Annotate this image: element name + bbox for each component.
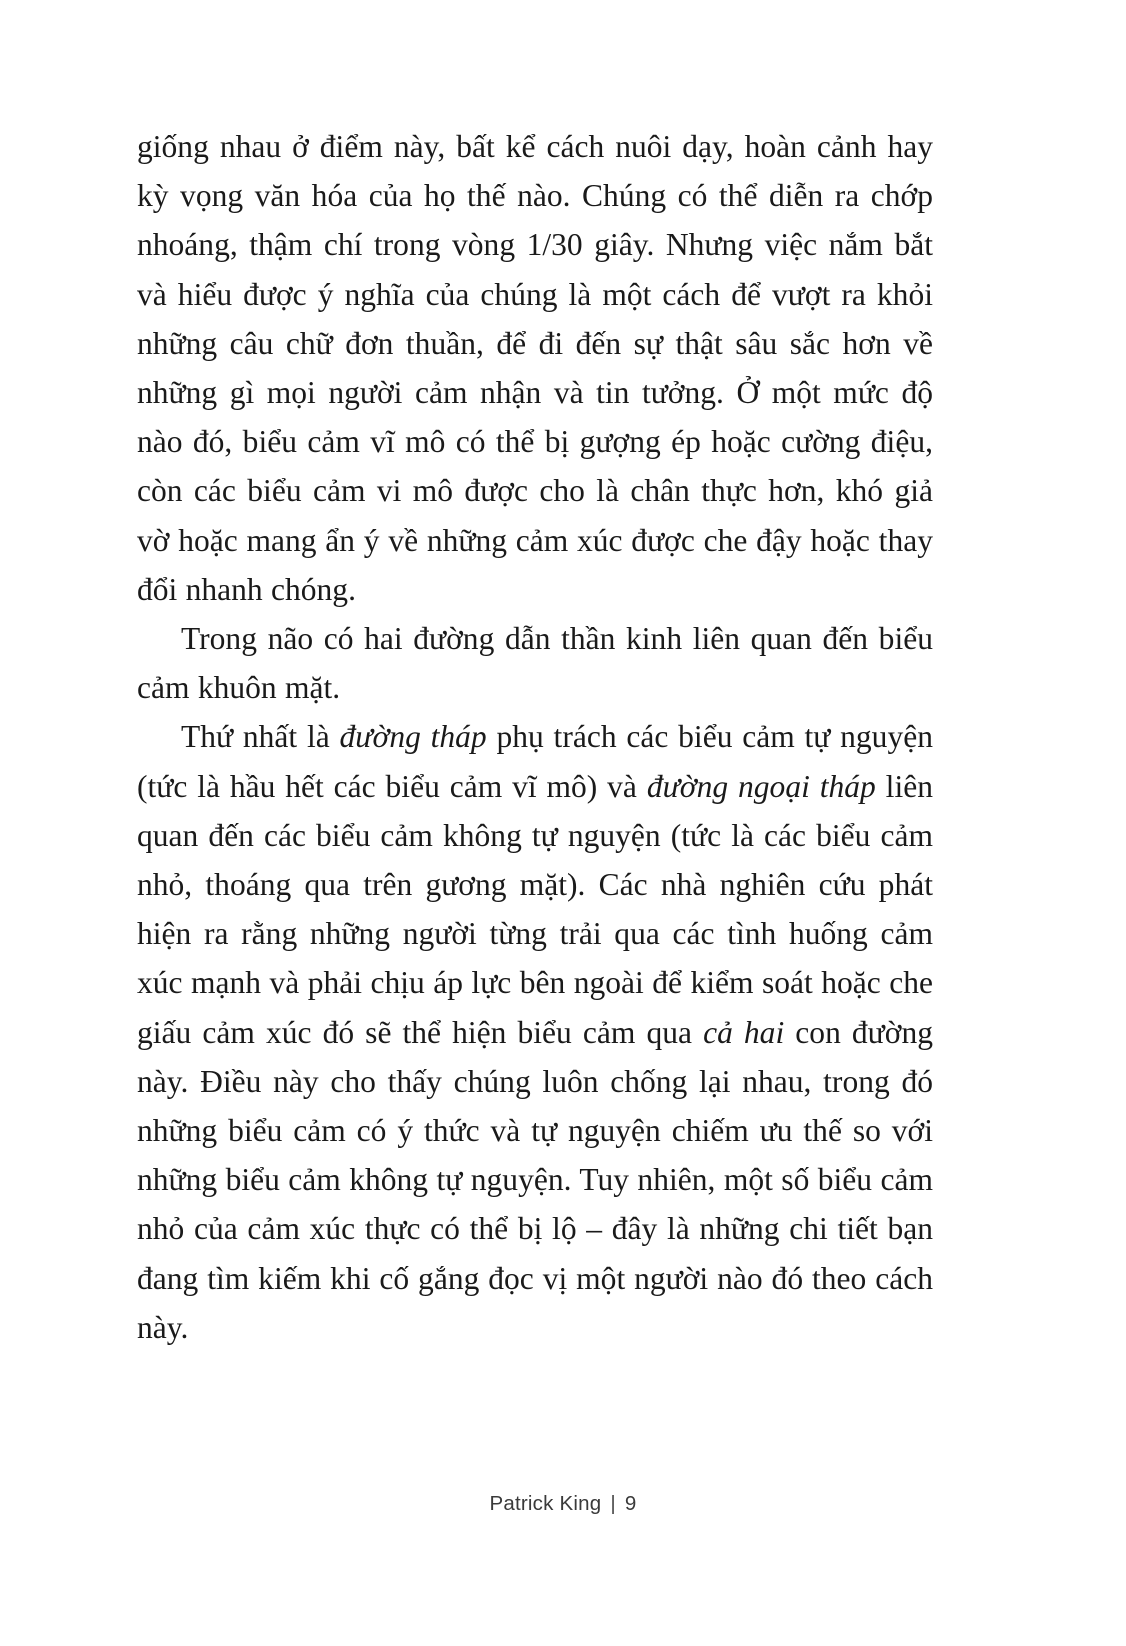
page-footer bbox=[0, 1492, 1126, 1516]
paragraph-3-run-1: Thứ nhất là bbox=[181, 719, 340, 755]
footer-separator: | bbox=[610, 1492, 616, 1515]
paragraph-3-run-3: phụ trách các biểu cảm tự nguyện (tức là hầu hết các biểu cảm vĩ mô) và bbox=[137, 719, 933, 804]
emphasis-duong-thap: đường tháp bbox=[339, 719, 487, 755]
paragraph-3 bbox=[137, 712, 933, 1352]
footer-author: Patrick King bbox=[489, 1492, 602, 1515]
paragraph-2 bbox=[137, 614, 933, 712]
paragraph-2-text: Trong não có hai đường dẫn thần kinh liên quan đến biểu cảm khuôn mặt. bbox=[137, 621, 933, 706]
paragraph-3-run-7: con đường này. Điều này cho thấy chúng luôn chống lại nhau, trong đó những biểu cảm có ý thức và tự nguyện chiếm ưu thế so với những biểu cảm không tự nguyện. Tuy nhiên, một số biểu cảm nhỏ của cảm xúc thực có thể bị lộ – đây là những chi tiết bạn đang tìm kiếm khi cố gắng đọc vị một người nào đó theo cách này. bbox=[137, 1014, 933, 1345]
emphasis-ca-hai: cả hai bbox=[703, 1014, 785, 1050]
paragraph-3-run-5: liên quan đến các biểu cảm không tự nguyện (tức là các biểu cảm nhỏ, thoáng qua trên gương mặt). Các nhà nghiên cứu phát hiện ra rằng những người từng trải qua các tình huống cảm xúc mạnh và phải chịu áp lực bên ngoài để kiểm soát hoặc che giấu cảm xúc đó sẽ thể hiện biểu cảm qua bbox=[137, 768, 933, 1050]
body-text-column bbox=[137, 122, 933, 1352]
paragraph-1 bbox=[137, 122, 933, 614]
footer-page-number: 9 bbox=[624, 1492, 637, 1515]
paragraph-1-text: giống nhau ở điểm này, bất kể cách nuôi dạy, hoàn cảnh hay kỳ vọng văn hóa của họ thế nào. Chúng có thể diễn ra chớp nhoáng, thậm chí trong vòng 1/30 giây. Nhưng việc nắm bắt và hiểu được ý nghĩa của chúng là một cách để vượt ra khỏi những câu chữ đơn thuần, để đi đến sự thật sâu sắc hơn về những gì mọi người cảm nhận và tin tưởng. Ở một mức độ nào đó, biểu cảm vĩ mô có thể bị gượng ép hoặc cường điệu, còn các biểu cảm vi mô được cho là chân thực hơn, khó giả vờ hoặc mang ẩn ý về những cảm xúc được che đậy hoặc thay đổi nhanh chóng. bbox=[137, 129, 933, 607]
emphasis-duong-ngoai-thap: đường ngoại tháp bbox=[646, 768, 876, 804]
